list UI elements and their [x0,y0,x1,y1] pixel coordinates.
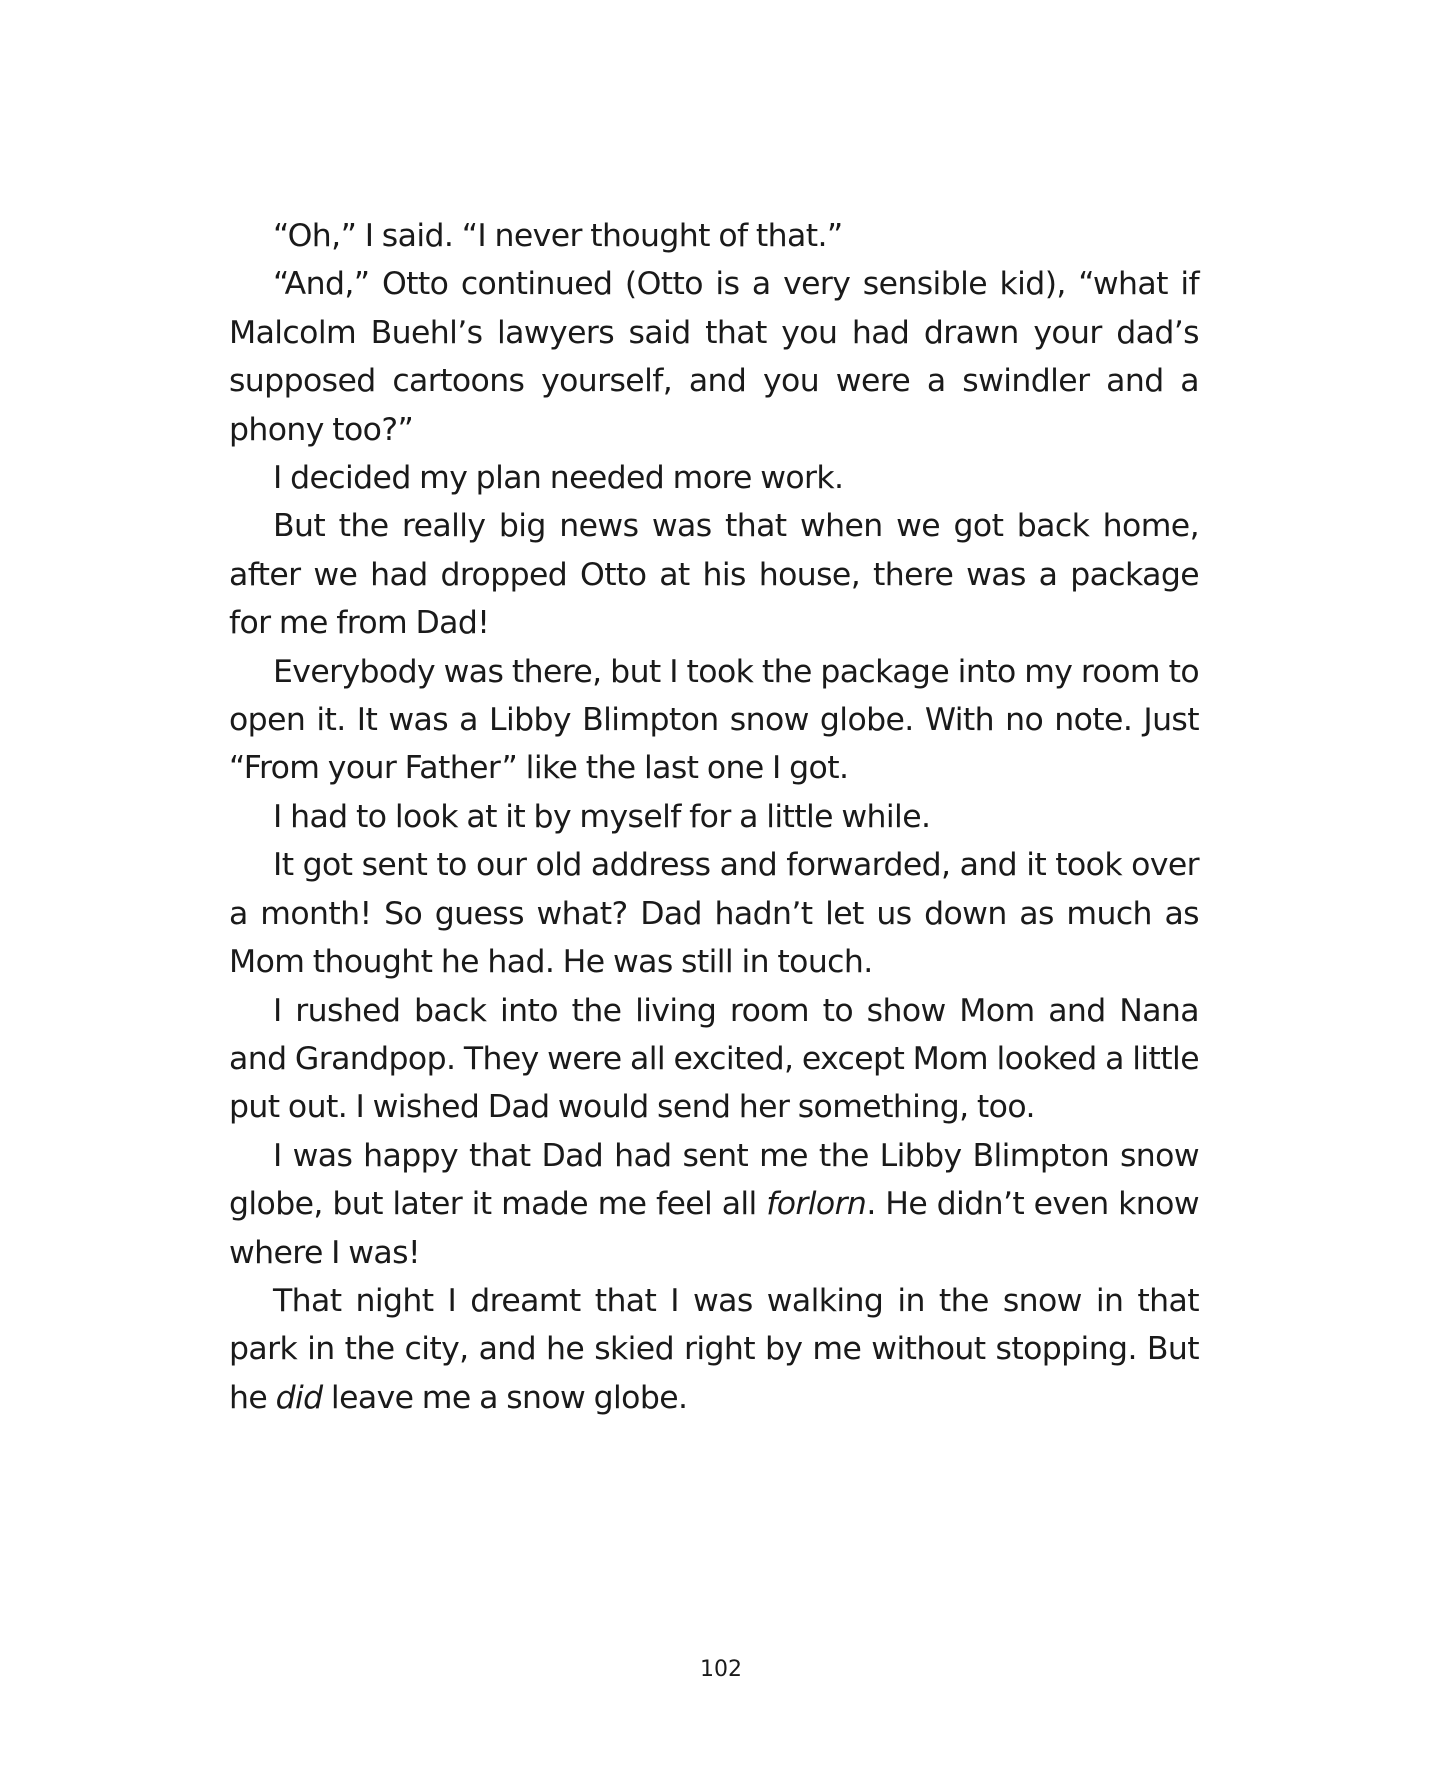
emphasis-text: forlorn [766,1186,867,1223]
paragraph: That night I dreamt that I was walking in the snow in that park in the city, and he skied right by me without stopping. But he did leave me a snow globe. [229,1282,1199,1416]
paragraph: “And,” Otto continued (Otto is a very sensible kid), “what if Malcolm Buehl’s lawyers said that you had drawn your dad’s supposed cartoons yourself, and you were a swindler and a phony too?” [229,266,1199,448]
paragraph: But the really big news was that when we got back home, after we had dropped Otto at his house, there was a package for me from Dad! [229,508,1199,642]
paragraph: Everybody was there, but I took the package into my room to open it. It was a Libby Blimpton snow globe. With no note. Just “From your Father” like the last one I got. [229,653,1199,787]
emphasis-text: did [275,1379,323,1416]
paragraph: I rushed back into the living room to show Mom and Nana and Grandpop. They were all excited, except Mom looked a little put out. I wished Dad would send her something, too. [229,992,1199,1126]
paragraph: “Oh,” I said. “I never thought of that.” [273,218,843,254]
page-body [229,212,1199,1422]
page-number: 102 [700,1657,742,1682]
paragraph: I decided my plan needed more work. [273,460,844,497]
paragraph: I had to look at it by myself for a little while. [273,798,931,835]
paragraph: It got sent to our old address and forwarded, and it took over a month! So guess what? Dad hadn’t let us down as much as Mom thought he had. He was still in touch. [229,847,1199,981]
paragraph: I was happy that Dad had sent me the Libby Blimpton snow globe, but later it made me feel all forlorn. He didn’t even know where I was! [229,1137,1199,1271]
